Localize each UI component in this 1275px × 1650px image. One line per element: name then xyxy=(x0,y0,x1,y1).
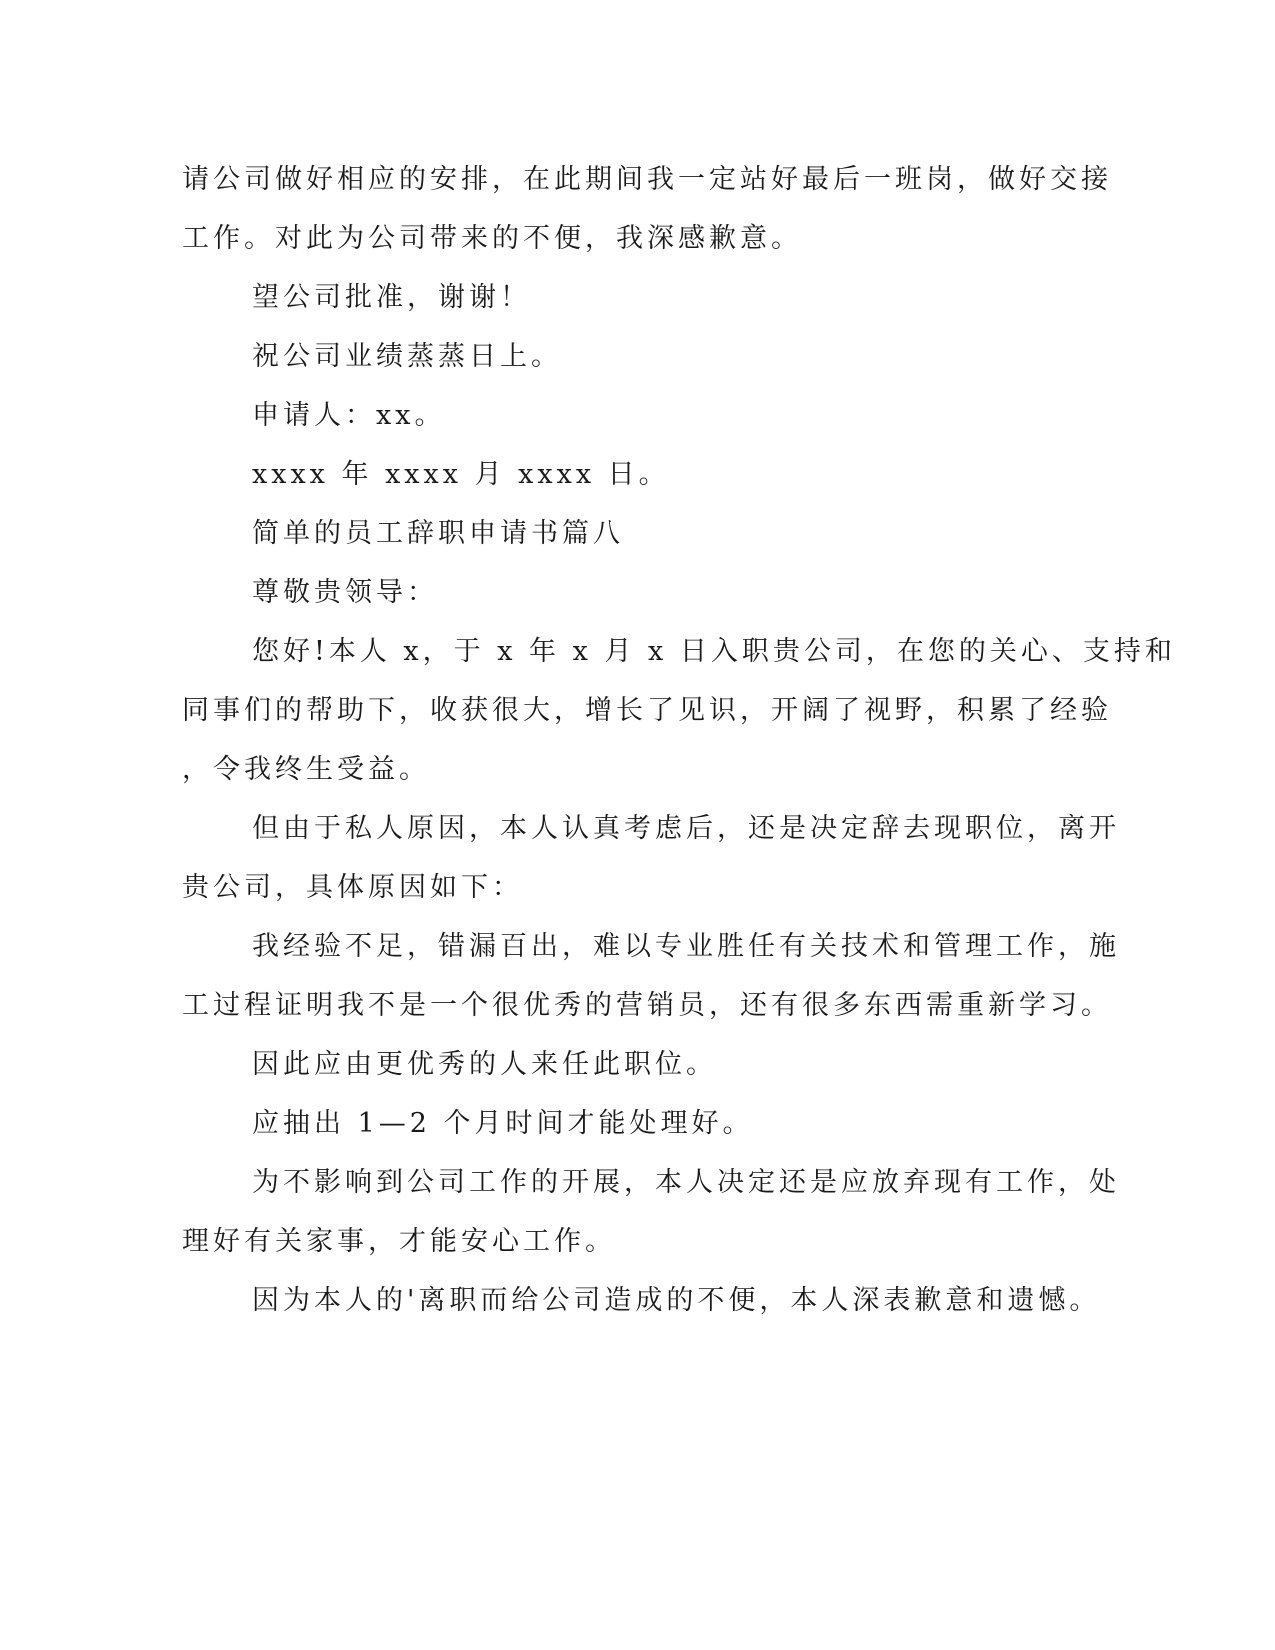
paragraph-line: 我经验不足，错漏百出，难以专业胜任有关技术和管理工作，施 xyxy=(252,931,1120,962)
paragraph-line: 同事们的帮助下，收获很大，增长了见识，开阔了视野，积累了经验 xyxy=(182,695,1112,726)
signature-line: 申请人：xx。 xyxy=(252,400,446,431)
paragraph-line: ，令我终生受益。 xyxy=(182,754,430,785)
paragraph-line: 为不影响到公司工作的开展，本人决定还是应放弃现有工作，处 xyxy=(252,1167,1120,1198)
salutation: 尊敬贵领导： xyxy=(252,577,438,608)
paragraph-line: 工作。对此为公司带来的不便，我深感歉意。 xyxy=(182,223,802,254)
paragraph-line: 贵公司，具体原因如下： xyxy=(182,872,523,903)
date-line: xxxx 年 xxxx 月 xxxx 日。 xyxy=(252,459,670,490)
paragraph-line: 应抽出 1—2 个月时间才能处理好。 xyxy=(252,1108,754,1139)
paragraph-line: 因为本人的'离职而给公司造成的不便，本人深表歉意和遗憾。 xyxy=(252,1285,1101,1316)
paragraph-line: 祝公司业绩蒸蒸日上。 xyxy=(252,341,562,372)
paragraph-line: 理好有关家事，才能安心工作。 xyxy=(182,1226,616,1257)
paragraph-line: 请公司做好相应的安排，在此期间我一定站好最后一班岗，做好交接 xyxy=(182,164,1112,195)
paragraph-line: 因此应由更优秀的人来任此职位。 xyxy=(252,1049,717,1080)
paragraph-line: 但由于私人原因，本人认真考虑后，还是决定辞去现职位，离开 xyxy=(252,813,1120,844)
paragraph-line: 工过程证明我不是一个很优秀的营销员，还有很多东西需重新学习。 xyxy=(182,990,1112,1021)
section-title: 简单的员工辞职申请书篇八 xyxy=(252,518,624,549)
paragraph-line: 望公司批准，谢谢！ xyxy=(252,282,531,313)
paragraph-line: 您好!本人 x，于 x 年 x 月 x 日入职贵公司，在您的关心、支持和 xyxy=(252,636,1176,667)
